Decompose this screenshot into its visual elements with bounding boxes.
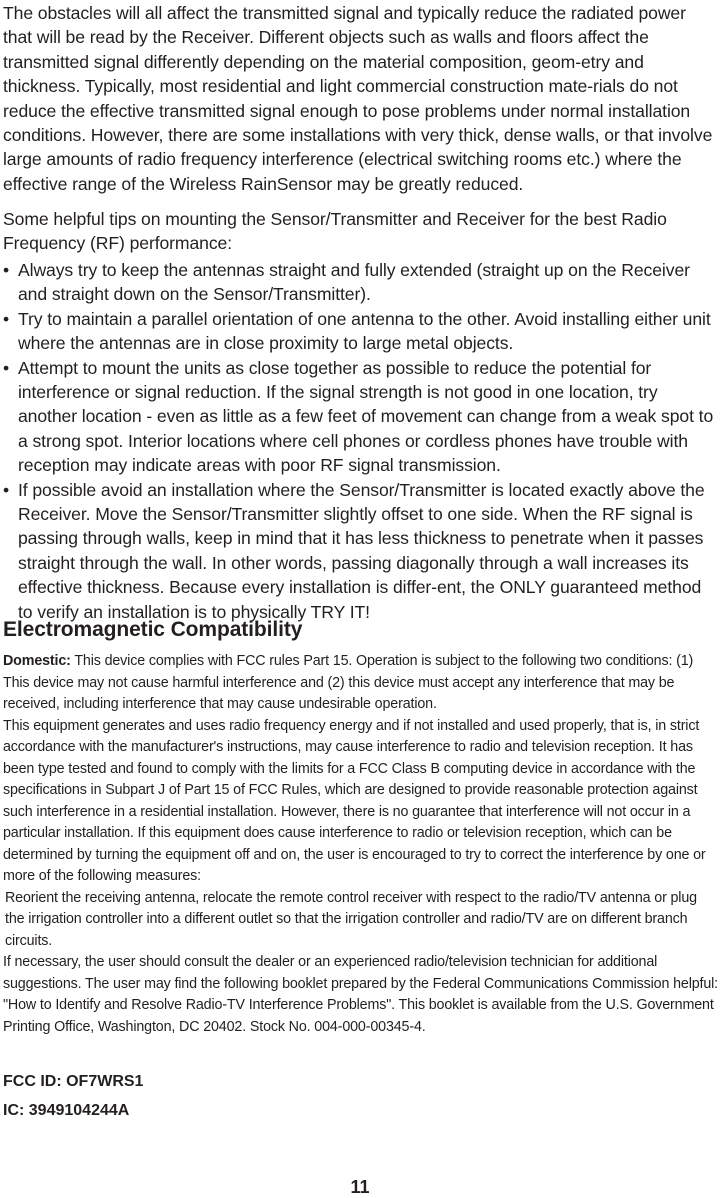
intro-paragraph-tips: Some helpful tips on mounting the Sensor/Transmitter and Receiver for the best Radio Frequency (RF) performance: <box>3 209 667 254</box>
domestic-label: Domestic: <box>3 653 71 669</box>
intro-paragraph-obstacles: The obstacles will all affect the transmitted signal and typically reduce the radiated power that will be read by the Receiver. Different objects such as walls and floors affect the transmitted signal differently depending on the material composition, geom-etry and thickness. Typically, most residential and light commercial construction mate-rials do not reduce the effective transmitted signal enough to pose problems under normal installation conditions. However, there are some installations with very thick, dense walls, or that involve large amounts of radio frequency interference (electrical switching rooms etc.) where the effective range of the Wireless RainSensor may be greatly reduced. <box>3 3 713 194</box>
rf-tips-list <box>3 258 720 624</box>
section-heading-emc: Electromagnetic Compatibility <box>3 618 303 641</box>
emc-body <box>3 651 720 1038</box>
equipment-paragraph: This equipment generates and uses radio frequency energy and if not installed and used properly, that is, in strict accordance with the manufacturer's instructions, may cause interference to radio and television reception. It has been type tested and found to comply with the limits for a FCC Class B computing device in accordance with the specifications in Subpart J of Part 15 of FCC Rules, which are designed to provide reasonable protection against such interference in a residential installation. However, there is no guarantee that interference will not occur in a particular installation. If this equipment does cause interference to radio or television reception, which can be determined by turning the equipment off and on, the user is encouraged to try to correct the interference by one or more of the following measures: <box>3 717 706 884</box>
ic-id: IC: 3949104244A <box>3 1102 130 1119</box>
list-item: • Try to maintain a parallel orientation of one antenna to the other. Avoid installing either unit where the antennas are in close proximity to large metal objects. <box>3 307 720 356</box>
consult-paragraph: If necessary, the user should consult the dealer or an experienced radio/television technician for additional suggestions. The user may find the following booklet prepared by the Federal Communications Commission helpful: <box>3 954 718 992</box>
list-item: • Always try to keep the antennas straight and fully extended (straight up on the Receiver and straight down on the Sensor/Transmitter). <box>3 258 720 307</box>
fcc-id: FCC ID: OF7WRS1 <box>3 1073 144 1090</box>
list-item: • If possible avoid an installation where the Sensor/Transmitter is located exactly above the Receiver. Move the Sensor/Transmitter slightly offset to one side. When the RF signal is passing through walls, keep in mind that it has less thickness to penetrate when it passes straight through the wall. In other words, passing diagonally through a wall increases its effective thickness. Because every installation is differ-ent, the ONLY guaranteed method to verify an installation is to physically TRY IT! <box>3 478 720 624</box>
domestic-text: This device complies with FCC rules Part 15. Operation is subject to the following two conditions: (1) This device may not cause harmful interference and (2) this device must accept any interference that may be received, including interference that may cause undesirable operation. <box>3 653 694 712</box>
booklet-paragraph: "How to Identify and Resolve Radio-TV Interference Problems". This booklet is available from the U.S. Government Printing Office, Washington, DC 20402. Stock No. 004-000-00345-4. <box>3 997 714 1035</box>
domestic-paragraph <box>3 651 720 716</box>
page-number: 11 <box>350 1177 370 1197</box>
measure-paragraph: Reorient the receiving antenna, relocate the remote control receiver with respect to the radio/TV antenna or plug the irrigation controller into a different outlet so that the irrigation controller and radio/TV are on different branch circuits. <box>5 889 697 949</box>
list-item: • Attempt to mount the units as close together as possible to reduce the potential for interference or signal reduction. If the signal strength is not good in one location, try another location - even as little as a few feet of movement can change from a weak spot to a strong spot. Interior locations where cell phones or cordless phones have trouble with reception may indicate areas with poor RF signal transmission. <box>3 356 720 478</box>
